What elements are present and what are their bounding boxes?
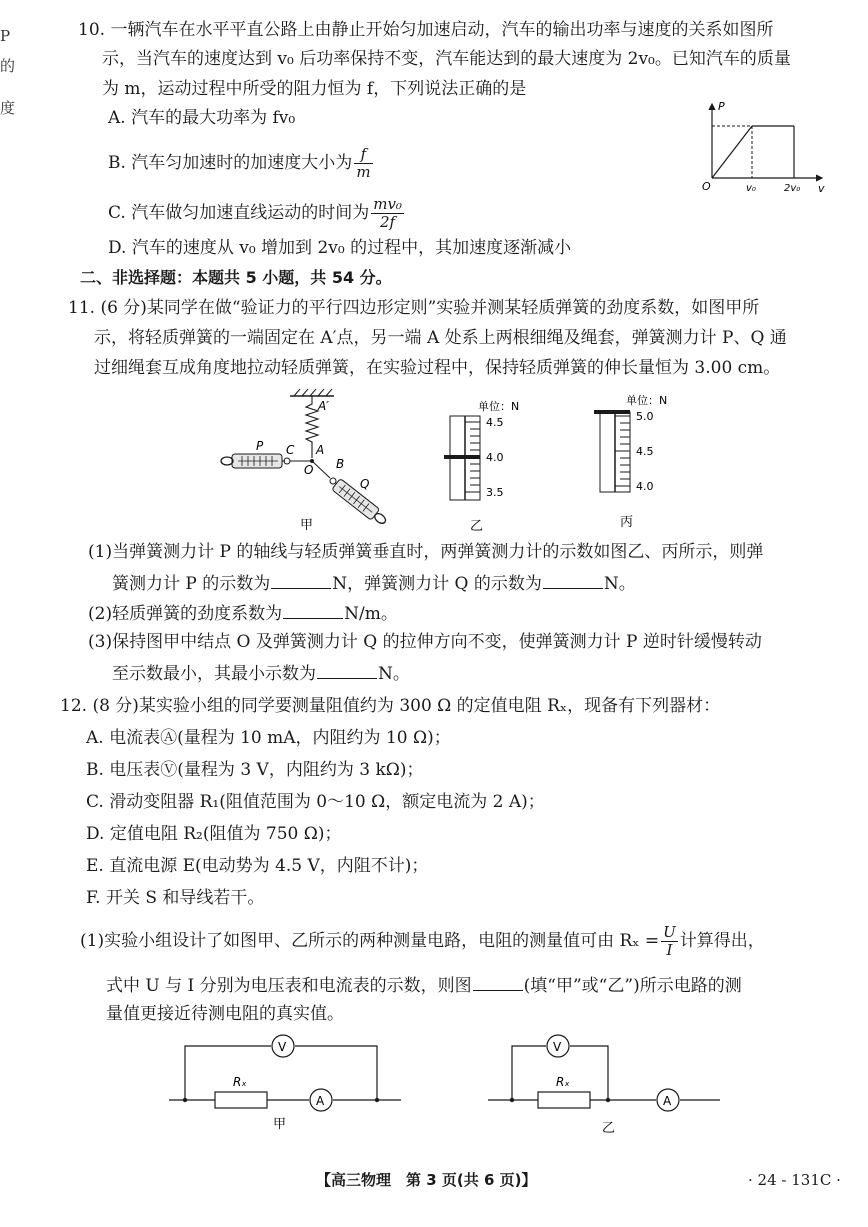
section-heading: 二、非选择题：本题共 5 小题，共 54 分。 — [80, 268, 392, 287]
tick-label: 4.0 — [636, 480, 654, 493]
q10-stem-line1: 10. 一辆汽车在水平平直公路上由静止开始匀加速启动，汽车的输出功率与速度的关系如图所 — [78, 20, 774, 40]
q11-figure-bing — [590, 394, 680, 536]
q12-circuit-yi — [484, 1030, 724, 1140]
voltmeter-label: V — [553, 1040, 562, 1054]
q12-item: A. 电流表Ⓐ(量程为 10 mA，内阻约为 10 Ω)； — [86, 728, 451, 748]
q10-stem-line2: 示，当汽车的速度达到 v₀ 后功率保持不变，汽车能达到的最大速度为 2v₀。已知汽车的质量 — [102, 49, 791, 69]
unit-label: 单位：N — [478, 400, 520, 413]
margin-glyph: 度 — [0, 99, 16, 117]
answer-blank[interactable] — [271, 570, 331, 589]
q10-option-a: A. 汽车的最大功率为 fv₀ — [108, 108, 296, 128]
label-c: C — [286, 443, 295, 457]
q11-sub1-line2: 簧测力计 P 的示数为 N，弹簧测力计 Q 的示数为 N。 — [112, 570, 636, 596]
q12-stem: 12. (8 分)某实验小组的同学要测量阻值约为 300 Ω 的定值电阻 Rₓ，现备有下列器材： — [60, 696, 721, 716]
unit-label: 单位：N — [626, 394, 668, 407]
tick-label: 5.0 — [636, 410, 654, 423]
tick-label: 3.5 — [486, 486, 504, 499]
q11-stem-line3: 过细绳套互成角度地拉动轻质弹簧，在实验过程中，保持轻质弹簧的伸长量恒为 3.00 cm。 — [94, 358, 781, 378]
origin-label: O — [702, 180, 711, 193]
tick-2v0: 2v₀ — [784, 183, 801, 194]
page-footer: 【高三物理 第 3 页(共 6 页)】 — [316, 1171, 537, 1189]
fraction: $\frac{U}{I}$ — [663, 923, 676, 959]
caption-yi: 乙 — [470, 519, 484, 534]
caption-jia: 甲 — [300, 518, 314, 533]
caption-yi: 乙 — [602, 1121, 616, 1136]
answer-blank[interactable] — [283, 600, 343, 619]
margin-glyph: P — [0, 27, 11, 45]
q11-sub3-line2: 至示数最小，其最小示数为 N。 — [112, 660, 410, 686]
q11-figure-yi — [440, 394, 520, 536]
answer-blank[interactable] — [473, 972, 523, 991]
q11-sub1-line1: (1)当弹簧测力计 P 的轴线与轻质弹簧垂直时，两弹簧测力计的示数如图乙、丙所示，则弹 — [88, 542, 764, 562]
label-b: B — [336, 457, 345, 471]
q12-sub1-line1: (1)实验小组设计了如图甲、乙所示的两种测量电路，电阻的测量值可由 Rₓ = $\frac{U}{I}$ 计算得出， — [80, 923, 765, 959]
ammeter-label: A — [316, 1094, 325, 1108]
x-axis-label: v — [818, 182, 825, 195]
ammeter-label: A — [663, 1094, 672, 1108]
q12-circuit-jia — [165, 1030, 405, 1140]
page-code: · 24 - 131C · — [748, 1171, 841, 1189]
caption-jia: 甲 — [273, 1117, 287, 1132]
tick-label: 4.5 — [636, 445, 654, 458]
q12-item: D. 定值电阻 R₂(阻值为 750 Ω)； — [86, 824, 342, 844]
label-o: O — [304, 463, 314, 477]
q12-item: B. 电压表Ⓥ(量程为 3 V，内阻约为 3 kΩ)； — [86, 760, 424, 780]
resistor-rx — [215, 1092, 267, 1108]
q12-item: C. 滑动变阻器 R₁(阻值范围为 0～10 Ω，额定电流为 2 A)； — [86, 792, 545, 812]
q12-item: E. 直流电源 E(电动势为 4.5 V，内阻不计)； — [86, 856, 429, 876]
pointer — [594, 410, 630, 414]
q11-figure-jia — [218, 388, 398, 538]
q11-sub2: (2)轻质弹簧的劲度系数为 N/m。 — [88, 600, 398, 626]
margin-glyph: 的 — [0, 57, 16, 75]
answer-blank[interactable] — [317, 660, 377, 679]
fraction: $\frac{\text{mv₀}}{2f}$ — [373, 195, 402, 231]
tick-label: 4.5 — [486, 416, 504, 429]
q10-option-c: C. 汽车做匀加速直线运动的时间为 $\frac{\text{mv₀}}{2f}$ — [108, 195, 402, 231]
q10-power-velocity-graph — [700, 100, 830, 195]
q11-stem-line1: 11. (6 分)某同学在做“验证力的平行四边形定则”实验并测某轻质弹簧的劲度系数，如图甲所 — [68, 298, 760, 318]
q11-stem-line2: 示，将轻质弹簧的一端固定在 A′点，另一端 A 处系上两根细绳及绳套，弹簧测力计 P、Q 通 — [94, 328, 787, 348]
label-a-prime: A′ — [318, 399, 329, 413]
resistor-label: Rₓ — [233, 1075, 247, 1089]
resistor-rx — [538, 1092, 590, 1108]
q11-sub3-line1: (3)保持图甲中结点 O 及弹簧测力计 Q 的拉伸方向不变，使弹簧测力计 P 逆时针缓慢转动 — [88, 632, 762, 652]
q10-stem-line3: 为 m，运动过程中所受的阻力恒为 f，下列说法正确的是 — [102, 79, 527, 99]
label-a: A — [316, 443, 325, 457]
pointer — [444, 455, 480, 459]
q10-option-d: D. 汽车的速度从 v₀ 增加到 2v₀ 的过程中，其加速度逐渐减小 — [108, 238, 572, 258]
rising-segment — [712, 126, 752, 178]
tick-label: 4.0 — [486, 451, 504, 464]
answer-blank[interactable] — [543, 570, 603, 589]
q10-option-b: B. 汽车匀加速时的加速度大小为 $\frac{f}{m}$ — [108, 145, 371, 181]
q12-sub1-line2: 式中 U 与 I 分别为电压表和电流表的示数，则图 (填“甲”或“乙”)所示电路的测 — [106, 972, 742, 998]
y-axis-label: P — [718, 100, 725, 113]
voltmeter-label: V — [278, 1040, 287, 1054]
label-q: Q — [360, 477, 370, 491]
resistor-label: Rₓ — [556, 1075, 570, 1089]
label-p: P — [256, 439, 264, 453]
q12-sub1-line3: 量值更接近待测电阻的真实值。 — [106, 1004, 344, 1024]
caption-bing: 丙 — [620, 515, 634, 530]
spring-scale-p — [221, 454, 285, 468]
tick-v0: v₀ — [746, 183, 756, 194]
fraction: $\frac{f}{m}$ — [356, 145, 371, 181]
q12-item: F. 开关 S 和导线若干。 — [86, 888, 265, 908]
